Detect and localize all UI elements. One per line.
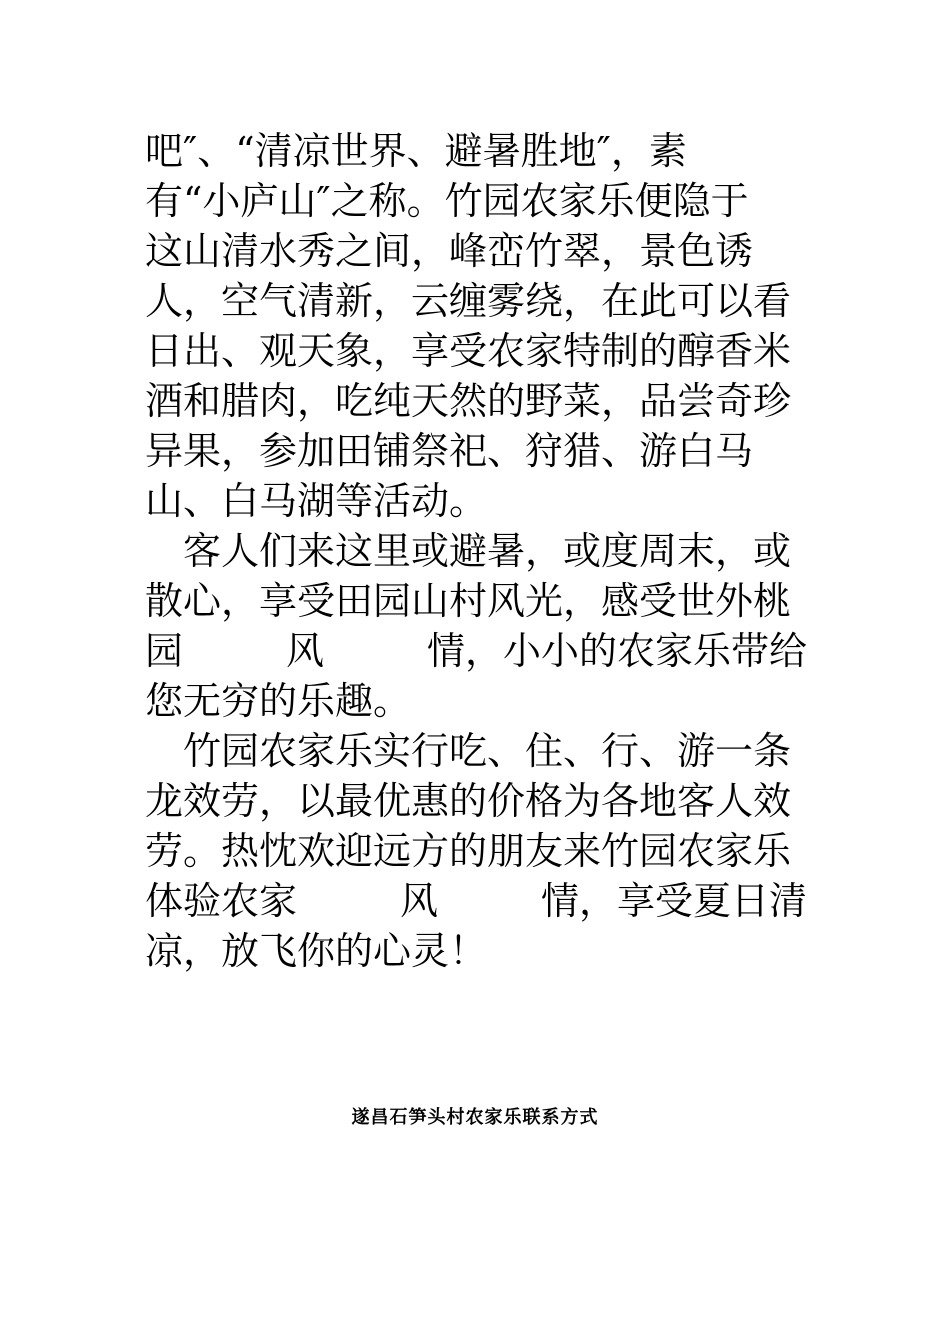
text-line: 有“小庐山″之称。竹园农家乐便隐于 bbox=[145, 179, 749, 223]
text-line: 竹园农家乐实行吃、住、行、游一条 bbox=[183, 729, 792, 773]
text-line: 散心，享受田园山村风光，感受世外桃 bbox=[145, 579, 792, 623]
text-line: 凉，放飞你的心灵！ bbox=[145, 929, 488, 973]
text-line: 吧″、“清凉世界、避暑胜地″，素 bbox=[145, 129, 687, 173]
article-body bbox=[145, 126, 807, 976]
text-line: 这山清水秀之间，峰峦竹翠，景色诱 bbox=[145, 229, 754, 273]
text-line: 您无穷的乐趣。 bbox=[145, 679, 412, 723]
text-line: 日出、观天象，享受农家特制的醇香米 bbox=[145, 329, 792, 373]
text-line: 酒和腊肉，吃纯天然的野菜，品尝奇珍 bbox=[145, 379, 792, 423]
text-line: 体验农家 风 情，享受夏日清 bbox=[145, 879, 807, 923]
text-line: 人，空气清新，云缠雾绕，在此可以看 bbox=[145, 279, 792, 323]
text-line: 异果，参加田铺祭祀、狩猎、游白马 bbox=[145, 429, 754, 473]
section-heading: 遂昌石笋头村农家乐联系方式 bbox=[351, 1107, 599, 1128]
text-line: 客人们来这里或避暑，或度周末，或 bbox=[183, 529, 792, 573]
text-line: 园 风 情，小小的农家乐带给 bbox=[145, 629, 807, 673]
text-line: 山、白马湖等活动。 bbox=[145, 479, 488, 523]
text-line: 劳。热忱欢迎远方的朋友来竹园农家乐 bbox=[145, 829, 792, 873]
text-line: 龙效劳，以最优惠的价格为各地客人效 bbox=[145, 779, 792, 823]
